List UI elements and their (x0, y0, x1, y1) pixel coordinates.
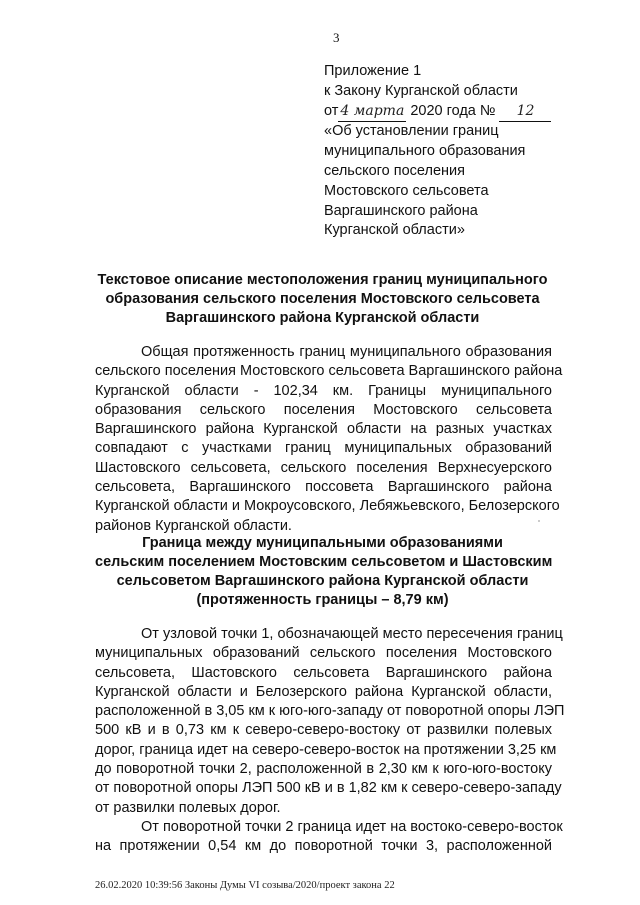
text-line: сельсовета, Варгашинского поссовета Варгашинского района (95, 479, 552, 496)
section-heading-main (95, 271, 550, 328)
scan-speck (538, 520, 540, 522)
text-line: Курганской области и Белозерского района Курганской области, (95, 683, 552, 700)
text-line: от поворотной опоры ЛЭП 500 кВ и в 1,82 км к северо-северо-западу (95, 780, 562, 797)
text-line: районов Курганской области. (95, 517, 292, 534)
paragraph-total-length (95, 343, 563, 536)
appendix-law-title-line: Мостовского сельсовета (324, 182, 489, 199)
appendix-law-title-line: «Об установлении границ (324, 123, 499, 140)
text-line: Шастовского сельсовета, сельского поселения Верхнесуерского (95, 459, 552, 476)
paragraph-point-2 (95, 818, 563, 857)
text-line: совпадают с участками границ муниципальных образований (95, 440, 552, 457)
appendix-law-title-line: сельского поселения (324, 162, 465, 179)
text-line: Курганской области - 102,34 км. Границы муниципального (95, 382, 552, 399)
text-line: от развилки полевых дорог. (95, 799, 281, 816)
text-line: 500 кВ и в 0,73 км к северо-северо-востоку от развилки полевых (95, 722, 552, 739)
date-suffix: 2020 года № (410, 102, 496, 119)
appendix-law-title-line: Варгашинского района (324, 202, 478, 219)
page-number: 3 (333, 30, 340, 45)
footer-file-info: 26.02.2020 10:39:56 Законы Думы VI созыва/2020/проект закона 22 (95, 880, 395, 891)
text-line: расположенной в 3,05 км к юго-юго-западу от поворотной опоры ЛЭП (95, 703, 565, 720)
paragraph-point-1 (95, 625, 565, 818)
text-line: дорог, граница идет на северо-северо-восток на протяжении 3,25 км (95, 741, 557, 758)
text-line: муниципальных образований сельского поселения Мостовского (95, 645, 552, 662)
heading-line: образования сельского поселения Мостовского сельсовета (105, 291, 540, 307)
text-line: От узловой точки 1, обозначающей место пересечения границ (141, 626, 563, 642)
text-line: Курганской области и Мокроусовского, Лебяжьевского, Белозерского (95, 498, 560, 515)
text-line: образования сельского поселения Мостовского сельсовета (95, 401, 552, 418)
heading-line: (протяженность границы – 8,79 км) (196, 592, 449, 608)
handwritten-number: 12 (499, 102, 551, 123)
appendix-title: Приложение 1 (324, 63, 422, 79)
heading-line: Текстовое описание местоположения границ муниципального (97, 272, 548, 288)
text-line: на протяжении 0,54 км до поворотной точки 3, расположенной (95, 838, 552, 855)
text-line: Варгашинского района Курганской области на разных участках (95, 421, 552, 438)
date-prefix: от (324, 102, 339, 119)
appendix-law-title-line: муниципального образования (324, 143, 526, 160)
appendix-date-line (324, 102, 551, 123)
text-line: сельсовета, Шастовского сельсовета Варгашинского района (95, 664, 552, 681)
section-heading-border (95, 534, 553, 610)
text-line: сельского поселения Мостовского сельсовета Варгашинского района (95, 363, 563, 380)
appendix-block (324, 62, 551, 241)
text-line: до поворотной точки 2, расположенной в 2,30 км к юго-юго-востоку (95, 761, 552, 778)
text-line: От поворотной точки 2 граница идет на востоко-северо-восток (141, 819, 563, 835)
appendix-law-title-line: Курганской области» (324, 222, 465, 239)
heading-line: Варгашинского района Курганской области (165, 310, 480, 326)
text-line: Общая протяженность границ муниципального образования (141, 344, 552, 360)
handwritten-date: 4 марта (338, 102, 406, 123)
heading-line: Граница между муниципальными образованиями (142, 535, 503, 551)
heading-line: сельским поселением Мостовским сельсоветом и Шастовским (95, 554, 553, 570)
heading-line: сельсоветом Варгашинского района Курганской области (116, 573, 529, 589)
appendix-law-ref: к Закону Курганской области (324, 82, 518, 99)
